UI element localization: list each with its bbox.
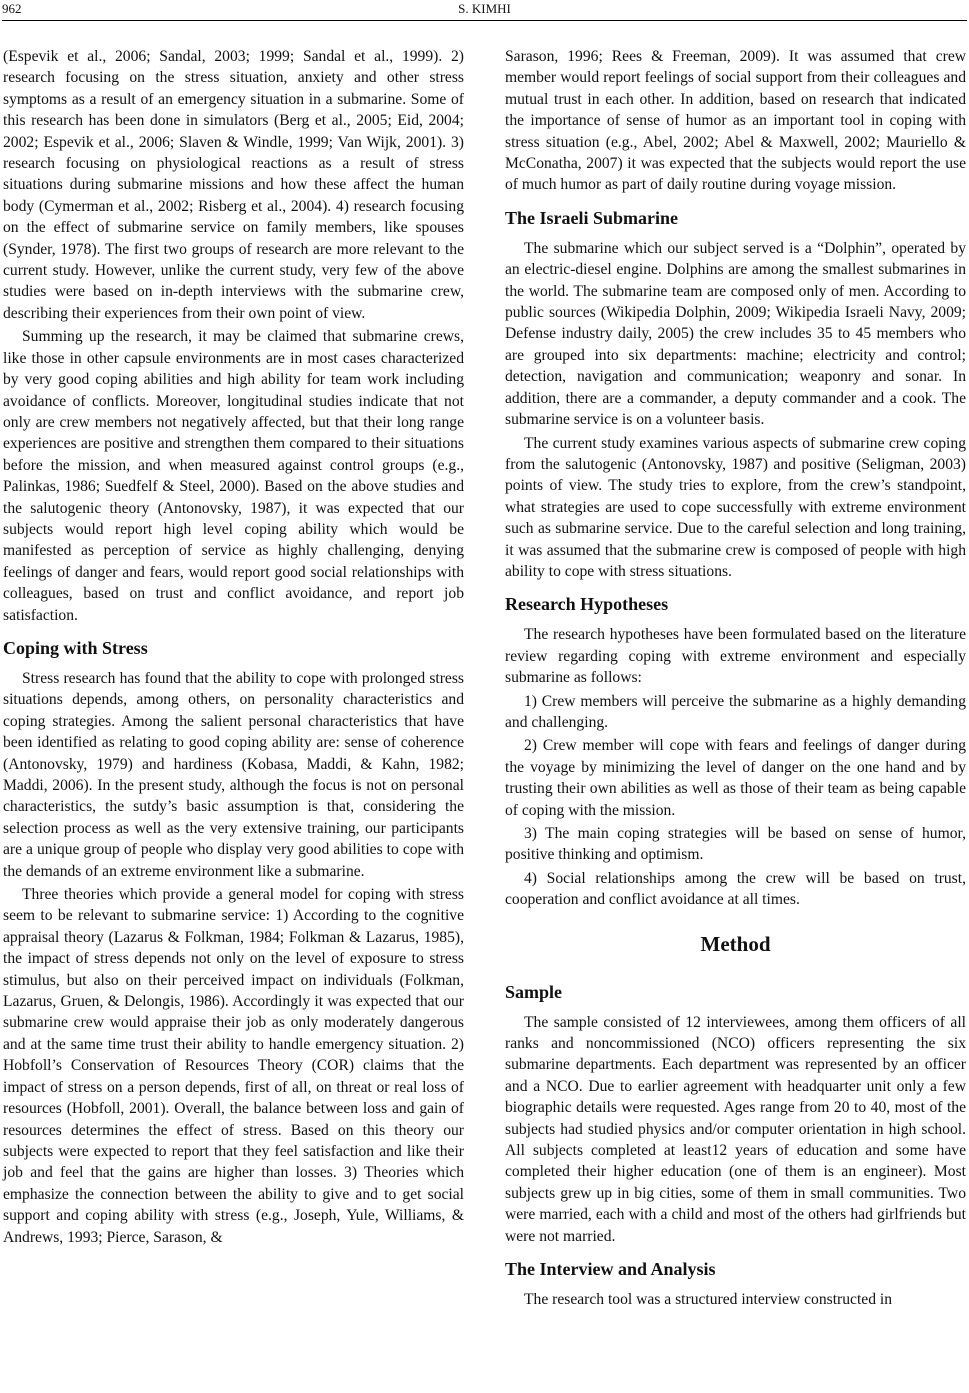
section-heading: Coping with Stress (3, 637, 148, 658)
paragraph: The sample consisted of 12 interviewees, among them officers of all ranks and noncommissioned (NCO) officers representing the six submarine departments. Each department was represented by an officer and a NCO. Due to earlier agreement with headquarter unit only a few biographic details were requested. Ages range from 20 to 40, most of the subjects had studied physics and/or computer orientation in high school. All subjects completed at least12 years of education and some have completed their higher education (one of them is an engineer). Most subjects grew up in big cities, some of them in small communities. Two were married, each with a child and most of the others had girlfriends but were not married. (505, 1013, 966, 1245)
right-column (505, 46, 966, 1313)
section-heading: Research Hypotheses (505, 594, 669, 615)
paragraph: Summing up the research, it may be claimed that submarine crews, like those in other capsule environments are in most cases characterized by very good coping abilities and high ability for team work including avoidance of conflicts. Moreover, longitudinal studies indicate that not only are crew members not negatively affected, but that their long range experiences are positive and strengthen them compared to their situations before the mission, and when measured against control groups (e.g., Palinkas, 1986; Suedfelf & Steel, 2000). Based on the above studies and the salutogenic theory (Antonovsky, 1987), it was expected that our subjects would report high level coping ability which would be manifested as perception of service as highly challenging, denying feelings of danger and fears, would report good social relationships with colleagues, based on trust and conflict avoidance, and report job satisfaction. (3, 328, 464, 624)
page-header (0, 0, 969, 22)
header-rule (2, 20, 967, 21)
paragraph: (Espevik et al., 2006; Sandal, 2003; 1999; Sandal et al., 1999). 2) research focusing on the stress situation, anxiety and other stress symptoms as a result of an emergency situation in a submarine. Some of this research has been done in simulators (Berg et al., 2005; Eid, 2004; 2002; Espevik et al., 2006; Slaven & Windle, 1999; Van Wijk, 2001). 3) research focusing on physiological reactions as a result of stress situations during submarine missions and how these affect the human body (Cymerman et al., 2002; Risberg et al., 2004). 4) research focusing on the effect of submarine service on family members, like spouses (Synder, 1978). The first two groups of research are more relevant to the current study. However, unlike the current study, very few of the above studies were based on in-depth interviews with the submarine crew, describing their experiences from their own point of view. (3, 48, 464, 322)
section-heading: The Interview and Analysis (505, 1259, 716, 1280)
left-column (3, 46, 464, 1250)
paragraph: The submarine which our subject served is a “Dolphin”, operated by an electric-diesel engine. Dolphins are among the smallest submarines in the world. The submarine team are composed only of men. According to public sources (Wikipedia Dolphin, 2009; Wikipedia Israeli Navy, 2009; Defense industry daily, 2005) the crew includes 35 to 45 members who are grouped into six departments: machine; electricity and control; detection, navigation and communication; weaponry and sonar. In addition, there are a commander, a deputy commander and a cook. The submarine service is on a volunteer basis. (505, 239, 966, 429)
page-number: 962 (2, 1, 22, 16)
paragraph: The research hypotheses have been formulated based on the literature review regarding coping with extreme environment and especially submarine as follows: (505, 626, 966, 687)
paragraph: 3) The main coping strategies will be based on sense of humor, positive thinking and optimism. (505, 825, 966, 864)
section-heading: The Israeli Submarine (505, 207, 679, 228)
paragraph: Stress research has found that the ability to cope with prolonged stress situations depends, among others, on personality characteristics and coping strategies. Among the salient personal characteristics that have been identified as relating to good coping ability are: sense of coherence (Antonovsky, 1979) and hardiness (Kobasa, Maddi, & Kahn, 1982; Maddi, 2006). In the present study, although the focus is not on personal characteristics, the sutdy’s basic assumption is that, considering the selection process as well as the very extensive training, our participants are a unique group of people who display very good abilities to cope with the demands of an extreme environment like a submarine. (3, 669, 464, 880)
paragraph: The current study examines various aspects of submarine crew coping from the salutogenic (Antonovsky, 1987) and positive (Seligman, 2003) points of view. The study tries to explore, from the crew’s standpoint, what strategies are used to cope successfully with extreme environment such as submarine service. Due to the careful selection and long training, it was assumed that the submarine crew is composed of people with high ability to cope with stress situations. (505, 434, 966, 580)
major-heading: Method (700, 931, 771, 956)
paragraph: Three theories which provide a general model for coping with stress seem to be relevant to submarine service: 1) According to the cognitive appraisal theory (Lazarus & Folkman, 1984; Folkman & Lazarus, 1985), the impact of stress depends not only on the level of exposure to stress stimulus, but also on their perceived impact on individuals (Folkman, Lazarus, Gruen, & Delongis, 1986). Accordingly it was expected that our submarine crew would appraise their job as only moderately dangerous and at the same time trust their ability to handle emergency situation. 2) Hobfoll’s Conservation of Resources Theory (COR) claims that the impact of stress on a person depends, first of all, on threat or real loss of resources (Hobfoll, 2001). Overall, the balance between loss and gain of resources determines the effect of stress. Based on this theory our subjects were expected to report that they feel satisfaction and like their job and feel that the gains are higher than losses. 3) Theories which emphasize the connection between the ability to give and to get social support and coping ability with stress (e.g., Joseph, Yule, Williams, & Andrews, 1993; Pierce, Sarason, & (3, 886, 464, 1246)
paragraph: The research tool was a structured interview constructed in (524, 1291, 893, 1309)
paragraph: Sarason, 1996; Rees & Freeman, 2009). It was assumed that crew member would report feelings of social support from their colleagues and mutual trust in each other. In addition, based on research that indicated the importance of sense of humor as an important tool in coping with stress situation (e.g., Abel, 2002; Abel & Maxwell, 2002; Mauriello & McConatha, 2007) it was expected that the subjects would report the use of much humor as part of daily routine during voyage mission. (505, 48, 966, 194)
paragraph: 4) Social relationships among the crew will be based on trust, cooperation and conflict avoidance at all times. (505, 869, 966, 909)
paragraph: 1) Crew members will perceive the submarine as a highly demanding and challenging. (505, 692, 966, 731)
paragraph: 2) Crew member will cope with fears and feelings of danger during the voyage by minimizing the level of danger on the one hand and by trusting their own abilities as well as those of their team as being capable of coping with the mission. (505, 737, 966, 819)
running-head: S. KIMHI (458, 1, 511, 16)
section-heading: Sample (505, 981, 563, 1002)
